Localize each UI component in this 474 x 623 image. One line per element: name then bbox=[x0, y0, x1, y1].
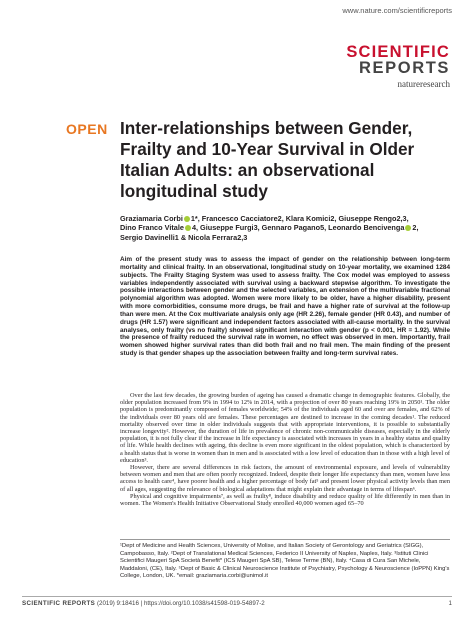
body-paragraph: Over the last few decades, the growing burden of ageing has caused a dramatic change in demographic features. Globally, the older population increased from 9% in 1994 to 12% in 2014, with a projection of over 80 years reaching 19% in 2050¹. The older population is predominantly composed of females worldwide; 54% of the individuals aged 60 and over are females, and 62% of the individuals over 80 years old are females. These percentages are destined to increase in the coming decades¹. The reduced mortality observed over time in older individuals suggests that with appropriate interventions, it is possible to substantially increase longevity². However, the duration of life in prevalence of chronic non-communicable diseases, especially in the elderly population, it is not fully clear if the increase in life expectancy is associated with increases in years in a healthy status and quality of life. While health declines with ageing, this decline is even more significant in the oldest population, which is characterized by a health status that is worse in women than in men and is associated with a low level of education than in those with a high level of education³. bbox=[120, 392, 450, 464]
article-title: Inter-relationships between Gender, Frailty and 10-Year Survival in Older Italian Adults: an observational longitudinal study bbox=[120, 118, 415, 201]
footer-citation[interactable]: (2019) 9:18416 | https://doi.org/10.1038/s41598-019-54897-2 bbox=[96, 600, 265, 607]
logo-line-natureresearch: natureresearch bbox=[397, 79, 450, 89]
authors-line1-rest: 1*, Francesco Cacciatore2, Klara Komici2, Giuseppe Rengo2,3, bbox=[190, 214, 409, 223]
open-access-label: OPEN bbox=[66, 121, 108, 137]
journal-url[interactable]: www.nature.com/scientificreports bbox=[342, 6, 452, 15]
page-number: 1 bbox=[448, 600, 452, 607]
footer-journal: SCIENTIFIC REPORTS bbox=[22, 600, 96, 607]
journal-logo bbox=[346, 44, 450, 89]
page-footer bbox=[22, 600, 452, 607]
affiliation-divider bbox=[120, 539, 450, 540]
author-vitale[interactable]: Dino Franco Vitale bbox=[120, 223, 184, 233]
orcid-icon[interactable] bbox=[405, 225, 411, 231]
orcid-icon[interactable] bbox=[184, 216, 190, 222]
author-corbi[interactable]: Graziamaria Corbi bbox=[120, 214, 183, 223]
body-paragraph: Physical and cognitive impairments⁷, as well as frailty⁸, induce disability and reduce quality of life differently in men than in women. The Women's Health Initiative Observational Study enrolled 40,000 women aged 65–70 bbox=[120, 492, 450, 508]
affiliations: ¹Dept of Medicine and Health Sciences, University of Molise, and Italian Society of Gerontology and Geriatrics (SIGG), Campobasso, Italy. ²Dept of Translational Medical Sciences, Federico II University of Naples, Naples, Italy. ³Istituti Clinici Scientifici Maugeri SpA Società Benefit* (ICS Maugeri SpA SB), Telese Terme (BN), Italy. ⁴Casa di Cura San Michele, Maddaloni, (CE), Italy. ⁵Dept of Basic & Clinical Neuroscience Institute of Psychiatry, Psychology & Neuroscience (IoPPN) King's College, London, UK. *email: graziamaria.corbi@unimol.it bbox=[120, 543, 450, 580]
abstract: Aim of the present study was to assess the impact of gender on the relationship between long-term mortality and clinical frailty. In an observational, longitudinal study on 10-year mortality, we examined 1284 subjects. The Frailty Staging System was used to assess frailty. The Cox model was employed to assess variables independently associated with survival using a backward stepwise algorithm. To investigate the possible interactions between gender and the selected variables, an extension of the multivariable fractional polynomial algorithm was adopted. Women were more likely to be older, have a higher disability, present with more comorbidities, consume more drugs, be frail and have a higher rate of survival at the follow-up than were men. At the Cox multivariate analysis only age (HR 2.26), female gender (HR 0.43), and number of drugs (HR 1.57) were significant and independent factors associated with all-cause mortality. In the survival analyses, only frailty (vs no frailty) showed significant interaction with gender (p < 0.001, HR = 1.92). While the presence of frailty reduced the survival rate in women, no effect was observed in men. Importantly, frail women showed higher survival rates than did both frail and no frail men. The main finding of the present study is that gender shapes up the association between frailty and long-term survival rates. bbox=[120, 256, 450, 358]
orcid-icon[interactable] bbox=[185, 225, 191, 231]
authors-line2-rest: 4, Giuseppe Furgi3, Gennaro Pagano5, Leonardo Bencivenga bbox=[191, 223, 405, 233]
logo-line-reports: REPORTS bbox=[359, 59, 450, 77]
author-list bbox=[120, 214, 450, 242]
body-paragraph: However, there are several differences in risk factors, the amount of environmental exposure, and levels of vulnerability between women and men that are often poorly recognized. Indeed, despite their longer life expectancy than men, women have less access to health care⁴, have poorer health and a higher percentage of body fat⁵ and present lower physical activity levels than men of all ages, suggesting the relevance of biological adaptations that might explain their advantage in terms of lifespan⁶. bbox=[120, 464, 450, 493]
footer-divider bbox=[22, 596, 452, 597]
logo-line-scientific: SCIENTIFIC bbox=[346, 43, 450, 61]
authors-line3: Sergio Davinelli1 & Nicola Ferrara2,3 bbox=[120, 232, 248, 242]
body-text bbox=[120, 392, 450, 507]
authors-line2-sup: 2, bbox=[412, 223, 419, 233]
